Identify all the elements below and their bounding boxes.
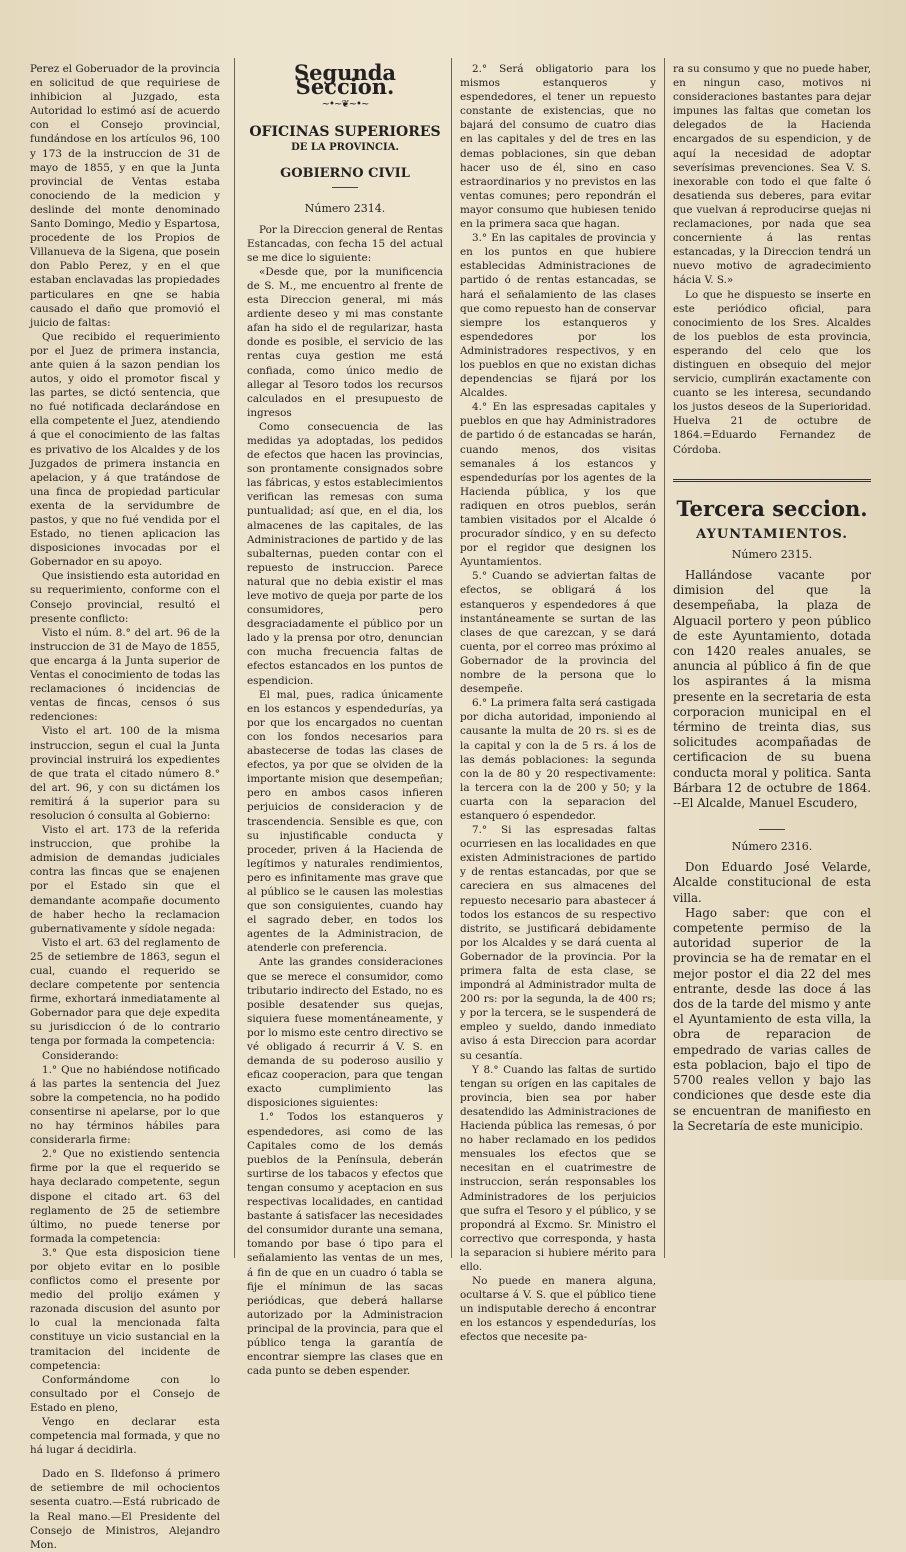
paragraph: Visto el art. 100 de la misma instruccion, segun el cual la Junta provincial instruirá los expedientes de que trata el citado número 8.° del art. 96, y con su dictámen los remitirá á la superior para su resolucion ó consulta al Gobierno: — [30, 725, 220, 822]
paragraph: Don Eduardo José Velarde, Alcalde constitucional de esta villa. — [673, 860, 871, 905]
paragraph: Que insistiendo esta autoridad en su requerimiento, conforme con el Consejo provincial, resultó el presente conflicto: — [30, 570, 220, 625]
paragraph: Visto el núm. 8.° del art. 96 de la instruccion de 31 de Mayo de 1855, que encarga á la Junta superior de Ventas el conocimiento de todas las reclamaciones ó incidencias de ventas de fincas, censos ó sus redenciones: — [30, 626, 220, 724]
paragraph: 6.° La primera falta será castigada por dicha autoridad, imponiendo al causante la multa de 20 rs. si es de la capital y con la de 5 rs. á los de las demás poblaciones: la segunda con la de 80 y 20 respectivamente: la tercera con la de 200 y 50; y la cuarta con la separacion del estanquero ó espendedor. — [460, 697, 656, 822]
notice-number: Número 2314. — [304, 202, 386, 216]
paragraph: «Desde que, por la munificencia de S. M., me encuentro al frente de esta Direccion general, mi más ardiente deseo y mi mas constante afan ha sido el de regularizar, hasta donde es posible, el servicio de las rentas cuya gestion me está confiada, como único medio de allegar al Tesoro todos los recursos calculados en el presupuesto de ingresos — [247, 265, 443, 419]
short-divider — [332, 187, 358, 188]
decree-signature: Dado en S. Ildefonso á primero de setiembre de mil ochocientos sesenta cuatro.—Está rubricado de la Real mano.—El Presidente del Consejo de Ministros, Alejandro Mon. — [30, 1468, 220, 1551]
paragraph: Y 8.° Cuando las faltas de surtido tengan su orígen en las capitales de provincia, bien sea por haber desatendido las Administraciones de Hacienda pública las remesas, ó por no haber reclamado en los pedidos mensuales los efectos que se necesitan en el cuatrimestre de instruccion, serán responsables los Administradores de los perjuicios que sufra el Tesoro y el público, y se propondrá al Excmo. Sr. Ministro el correctivo que corresponda, y hasta la separacion si hubiere mérito para ello. — [460, 1063, 656, 1273]
paragraph: Visto el art. 63 del reglamento de 25 de setiembre de 1863, segun el cual, cuando el requerido se declare competente por sentencia firme, exhortará inmediatamente al Gobernador para que deje expedita su jurisdiccion ó de lo contrario tenga por formada la competencia: — [30, 936, 220, 1048]
paragraph: Conformándome con lo consultado por el Consejo de Estado en pleno, — [30, 1373, 220, 1414]
paragraph: Visto el art. 173 de la referida instruccion, que prohibe la admision de demandas judiciales contra las fincas que se enajenen por el Estado sin que el demandante acompañe documento de haber hecho la reclamacion gubernativamente y sídole negada: — [30, 824, 220, 935]
column-rule — [451, 58, 452, 1258]
column-rule — [664, 58, 665, 1258]
column-4 — [673, 62, 871, 1272]
column-2 — [247, 60, 443, 1378]
column-rule — [234, 58, 235, 1258]
office-subheading: DE LA PROVINCIA. — [291, 142, 399, 154]
ayuntamientos-heading: AYUNTAMIENTOS. — [696, 526, 848, 542]
paragraph: Perez el Goberuador de la provincia en solicitud de que requiriese de inhibicion al Juzgado, esta Autoridad lo estimó así de acuerdo con el Consejo provincial, fundándose en los artículos 96, 100 y 173 de la instruccion de 31 de mayo de 1855, y en que la Junta provincial de Ventas estaba conociendo de la medicion y deslinde del monte denominado Santo Domingo, Medio y Espartosa, procedente de los Propios de Villanueva de la Sigena, que posein don Pablo Perez, y en el que estaban enclavadas las propiedades particulares en qne se habia causado el daño que promovió el juicio de faltas: — [30, 63, 220, 329]
short-divider — [759, 829, 785, 830]
section-banner — [673, 479, 871, 521]
ornament-divider: ~•~❦~•~ — [321, 99, 369, 111]
government-heading: GOBIERNO CIVIL — [280, 166, 410, 182]
paragraph: 7.° Si las espresadas faltas ocurriesen en las localidades en que existen Administraciones de partido y de rentas estancadas, por que se careciera en sus almacenes del repuesto necesario para abastecer á todos los estancos de su respectivo distrito, se justificará debidamente por los Alcaldes y se dará cuenta al Gobernador de la provincia. Por la primera falta de esta clase, se impondrá al Administrador multa de 200 rs: por la segunda, la de 400 rs; y por la tercera, se le suspenderá de empleo y sueldo, dando inmediato aviso á esta Direccion para acordar su cesantía. — [460, 824, 656, 1062]
paragraph: Que recibido el requerimiento por el Juez de primera instancia, ante quien á la sazon pendian los autos, y oido el promotor fiscal y las partes, se dictó sentencia, que no fué notificada declarándose en ella competente el Juez, atendiendo á que el conocimiento de las faltas es privativo de los Alcaldes y de los Juzgados de primera instancia en apelacion, y á que tratándose de una finca de propiedad particular exenta de la servidumbre de pastos, y que no fué vendida por el Estado, no tienen aplicacion las disposiciones invocadas por el Gobernador en su apoyo. — [30, 330, 220, 569]
paragraph: Como consecuencia de las medidas ya adoptadas, los pedidos de efectos que hacen las provincias, son prontamente consignados sobre las fábricas, y estos establecimientos verifican las remesas con suma puntualidad; así que, en el dia, los almacenes de las capitales, de las Administraciones de partido y de las subalternas, pueden contar con el repuesto de instruccion. Parece natural que no debia existir el mas leve motivo de queja por parte de los consumidores, pero desgraciadamente el público por un lado y la prensa por otro, denuncian con mucha frecuencia faltas de efectos estancados en los puntos de espendicion. — [247, 420, 443, 687]
paragraph: 1.° Que no habiéndose notificado á las partes la sentencia del Juez sobre la competencia, no ha podido consentirse ni apelarse, por lo que no hay términos hábiles para considerarla firme: — [30, 1063, 220, 1147]
paragraph: El mal, pues, radica únicamente en los estancos y espendedurías, ya por que los encargados no cuentan con los fondos necesarios para abastecerse de todas las clases de efectos, ya por que se olviden de la importante mision que desempeñan; pero en ambos casos infieren perjuicios de consideracion y de trascendencia. Sensible es que, con su injustificable conducta y proceder, priven á la Hacienda de legítimos y naturales rendimientos, pero es infinitamente mas grave que al público se le causen las molestias que son consiguientes, cuando hay el sagrado deber, en todos los agentes de la Administracion, de atenderle con preferencia. — [247, 688, 443, 955]
paragraph: 2.° Será obligatorio para los mismos estanqueros y espendedores, el tener un repuesto constante de existencias, que no bajará del consumo de cuatro dias en las capitales y del de tres en las demas poblaciones, sin que deban hacer uso de él, sino en caso estraordinarios y no previstos en las ventas comunes; pero repondrán el mayor consumo que hubiesen tenido en la primera saca que hagan. — [460, 63, 656, 231]
section-title: Segunda Seccion. — [293, 60, 397, 100]
notice-number: Número 2316. — [731, 840, 813, 854]
notice-number: Número 2315. — [731, 547, 813, 561]
paragraph: Hago saber: que con el competente permiso de la autoridad superior de la provincia se ha de rematar en el mejor postor el dia 22 del mes entrante, desde las doce á las dos de la tarde del mismo y ante el Ayuntamiento de esta villa, la obra de reparacion de empedrado de varias calles de esta poblacion, bajo el tipo de 5700 reales vellon y bajo las condiciones que desde este dia se encuentran de manifiesto en la Secretaría de este municipio. — [673, 905, 871, 1133]
paragraph: Considerando: — [42, 1049, 119, 1062]
paragraph: ra su consumo y que no puede haber, en ningun caso, motivos ni consideraciones bastantes para dejar impunes las faltas que cometan los delegados de la Hacienda encargados de su espendicion, y de aquí la necesidad de adoptar severísimas prevenciones. Sea V. S. inexorable con todo el que falte ó desatienda sus deberes, para evitar que vuelvan á reproducirse quejas ni reclamaciones, por nada que sea concerniente á las rentas estancadas, y la Direccion tendrá un nuevo motivo de agradecimiento hácia V. S.» — [673, 63, 871, 287]
paragraph: 3.° Que esta disposicion tiene por objeto evitar en lo posible conflictos como el presente por medio del prolijo exámen y razonada discusion del asunto por lo cual la mencionada falta constituye un vicio sustancial en la tramitacion del incidente de competencia: — [30, 1246, 220, 1372]
section-title: Tercera seccion. — [676, 495, 868, 521]
column-3 — [460, 62, 656, 1344]
paragraph: 5.° Cuando se adviertan faltas de efectos, se obligará á los estanqueros y espendedores á que instantáneamente se surtan de las clases de que carezcan, y se dará cuenta, por el correo mas próximo al Gobernador de la provincia del nombre de la persona que lo desempeñe. — [460, 570, 656, 696]
paragraph: Lo que he dispuesto se inserte en este periódico oficial, para conocimiento de los Sres. Alcaldes de los pueblos de esta provincia, esperando del celo que los distinguen en obsequio del mejor servicio, cumplirán exactamente con cuanto se les interesa, secundando los justos deseos de la Superioridad. Huelva 21 de octubre de 1864.=Eduardo Fernandez de Córdoba. — [673, 288, 871, 456]
office-heading: OFICINAS SUPERIORES — [249, 124, 441, 141]
paragraph: Vengo en declarar esta competencia mal formada, y que no há lugar á decidirla. — [30, 1416, 220, 1457]
column-1 — [30, 62, 220, 1551]
paragraph: No puede en manera alguna, ocultarse á V. S. que el público tiene un indisputable derecho á encontrar en los estancos y espendedurías, los efectos que necesite pa- — [460, 1275, 656, 1344]
paragraph: 3.° En las capitales de provincia y en los puntos en que hubiere establecidas Administraciones de partido ó de rentas estancadas, se hará el señalamiento de las clases que como repuesto han de conservar siempre los estanqueros y espendedores por los Administradores respectivos, y en los pueblos en que no existan dichas dependencias se fijará por los Alcaldes. — [460, 232, 656, 400]
paragraph: 1.° Todos los estanqueros y espendedores, asi como de las Capitales como de los demás pueblos de la Península, deberán surtirse de los tabacos y efectos que tengan consumo y aceptacion en sus respectivas localidades, en cantidad bastante á satisfacer las necesidades del consumidor durante una semana, tomando por base ó tipo para el señalamiento las ventas de un mes, á fin de que en un cuadro ó tabla se fije el mínimun de las sacas periódicas, que deberá hallarse autorizado por la Administracion principal de la provincia, para que el público tenga la garantía de encontrar siempre las clases que en cada punto se deben espender. — [247, 1111, 443, 1378]
paragraph: Hallándose vacante por dimision del que la desempeñaba, la plaza de Alguacil portero y peon público de este Ayuntamiento, dotada con 1420 reales anuales, se anuncia al público á fin de que los aspirantes á la misma presente en la secretaria de esta corporacion municipal en el término de treinta dias, sus solicitudes acompañadas de certificacion de su buena conducta moral y politica. Santa Bárbara 12 de octubre de 1864. --El Alcalde, Manuel Escudero, — [673, 567, 871, 810]
paragraph: Ante las grandes consideraciones que se merece el consumidor, como tributario indirecto del Estado, no es posible desatender sus quejas, siquiera fuese momentáneamente, y por lo mismo este centro directivo se vé obligado á recurrir á V. S. en demanda de su poderoso ausilio y eficaz cooperacion, para que tengan exacto cumplimiento las disposiciones siguientes: — [247, 956, 443, 1110]
paragraph: 2.° Que no existiendo sentencia firme por la que el requerido se haya declarado competente, segun dispone el citado art. 63 del reglamento de 25 de setiembre último, no puede tenerse por formada la competencia: — [30, 1148, 220, 1245]
paragraph: 4.° En las espresadas capitales y pueblos en que hay Administradores de partido ó de estancadas se harán, cuando menos, dos visitas semanales á los estancos y espendedurías por los agentes de la Hacienda pública, y los que radiquen en otros pueblos, serán tambien visitados por el Alcalde ó procurador síndico, y en su defecto por el regidor que designen los Ayuntamientos. — [460, 401, 656, 569]
paragraph: Por la Direccion general de Rentas Estancadas, con fecha 15 del actual se me dice lo siguiente: — [247, 223, 443, 264]
